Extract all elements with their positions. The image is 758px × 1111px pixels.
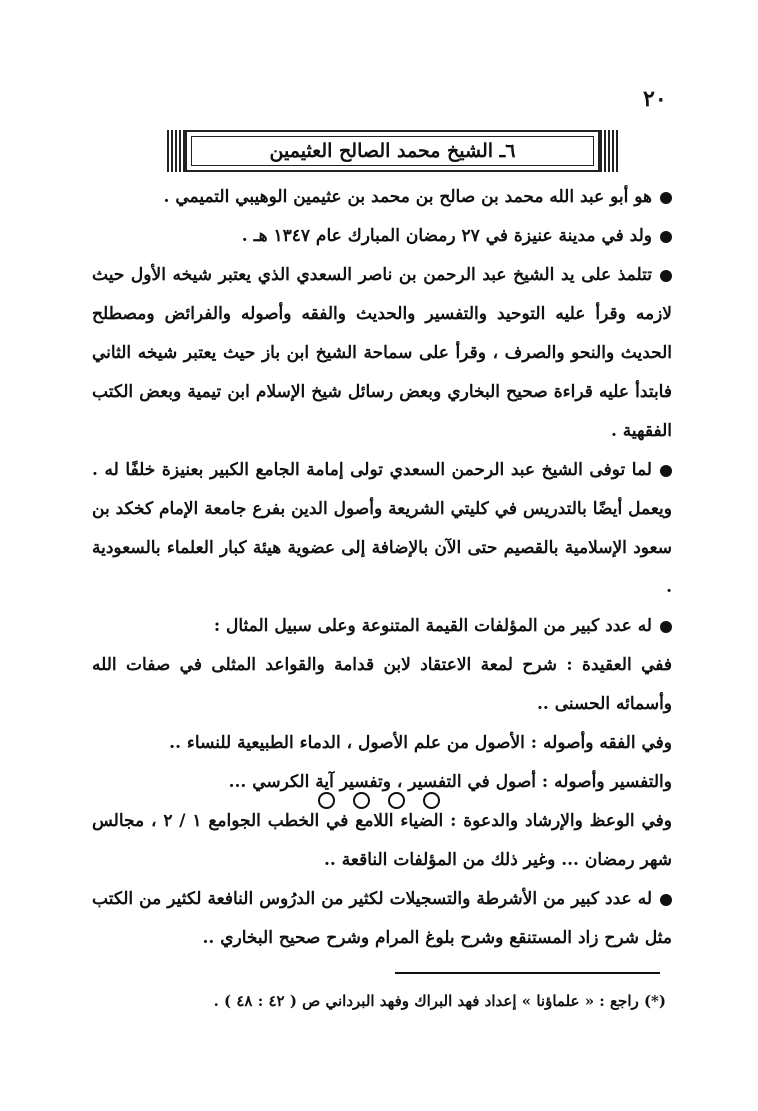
circle-icon — [353, 792, 370, 809]
paragraph — [92, 451, 672, 607]
paragraph-text: لما توفى الشيخ عبد الرحمن السعدي تولى إمامة الجامع الكبير بعنيزة خلفًا له . ويعمل أيضًا بالتدريس في كليتي الشريعة وأصول الدين بفرع جامعة الإمام كخكد بن سعود الإسلامية بالقصيم حتى الآن بالإضافة إلى عضوية هيئة كبار العلماء بالسعودية . — [92, 460, 672, 597]
paragraph-text: له عدد كبير من المؤلفات القيمة المتنوعة وعلى سبيل المثال : — [213, 616, 652, 636]
paragraph-text: تتلمذ على يد الشيخ عبد الرحمن بن ناصر السعدي الذي يعتبر شيخه الأول حيث لازمه وقرأ عليه التوحيد والتفسير والحديث والفقه وأصوله والفرائض ومصطلح الحديث والنحو والصرف ، وقرأ على سماحة الشيخ ابن باز حيث يعتبر شيخه الثاني فابتدأ عليه قراءة صحيح البخاري وبعض رسائل شيخ الإسلام ابن تيمية وبعض الكتب الفقهية . — [92, 265, 672, 441]
works-item: والتفسير وأصوله : أصول في التفسير ، وتفسير آية الكرسي ... — [228, 772, 672, 792]
bullet-icon — [660, 621, 672, 633]
paragraph-text: له عدد كبير من الأشرطة والتسجيلات لكثير من الدرُوس النافعة لكثير من الكتب مثل شرح زاد المستنقع وشرح بلوغ المرام وشرح صحيح البخاري .. — [92, 889, 672, 948]
main-text — [92, 178, 672, 958]
bullet-icon — [660, 894, 672, 906]
section-title-frame — [185, 130, 600, 172]
paragraph — [92, 880, 672, 958]
paragraph — [92, 217, 672, 256]
bullet-icon — [660, 231, 672, 243]
paragraph-text: ولد في مدينة عنيزة في ٢٧ رمضان المبارك عام ١٣٤٧ هـ . — [241, 226, 652, 246]
circle-icon — [388, 792, 405, 809]
section-separator — [0, 792, 758, 814]
bullet-icon — [660, 465, 672, 477]
paragraph — [92, 178, 672, 217]
paragraph — [92, 256, 672, 451]
works-item: وفي الفقه وأصوله : الأصول من علم الأصول ، الدماء الطبيعية للنساء .. — [169, 733, 672, 753]
paragraph-text: هو أبو عبد الله محمد بن صالح بن محمد بن عثيمين الوهيبي التميمي . — [163, 187, 652, 207]
bullet-icon — [660, 192, 672, 204]
works-item: وفي الوعظ والإرشاد والدعوة : الضياء اللامع في الخطب الجوامع ١ / ٢ ، مجالس شهر رمضان ... وغير ذلك من المؤلفات الناقعة .. — [92, 811, 673, 870]
works-item: ففي العقيدة : شرح لمعة الاعتقاد لابن قدامة والقواعد المثلى في صفات الله وأسمائه الحسنى .. — [92, 655, 672, 714]
section-title: ٦ـ الشيخ محمد الصالح العثيمين — [269, 140, 516, 162]
paragraph — [92, 607, 672, 646]
footnote-divider — [395, 972, 660, 974]
circle-icon — [423, 792, 440, 809]
bullet-icon — [660, 270, 672, 282]
circle-icon — [318, 792, 335, 809]
footnote: (*) راجع : « علماؤنا » إعداد فهد البراك وفهد البرداني ص ( ٤٢ : ٤٨ ) . — [213, 992, 666, 1010]
page-number: ٢٠ — [643, 86, 667, 112]
